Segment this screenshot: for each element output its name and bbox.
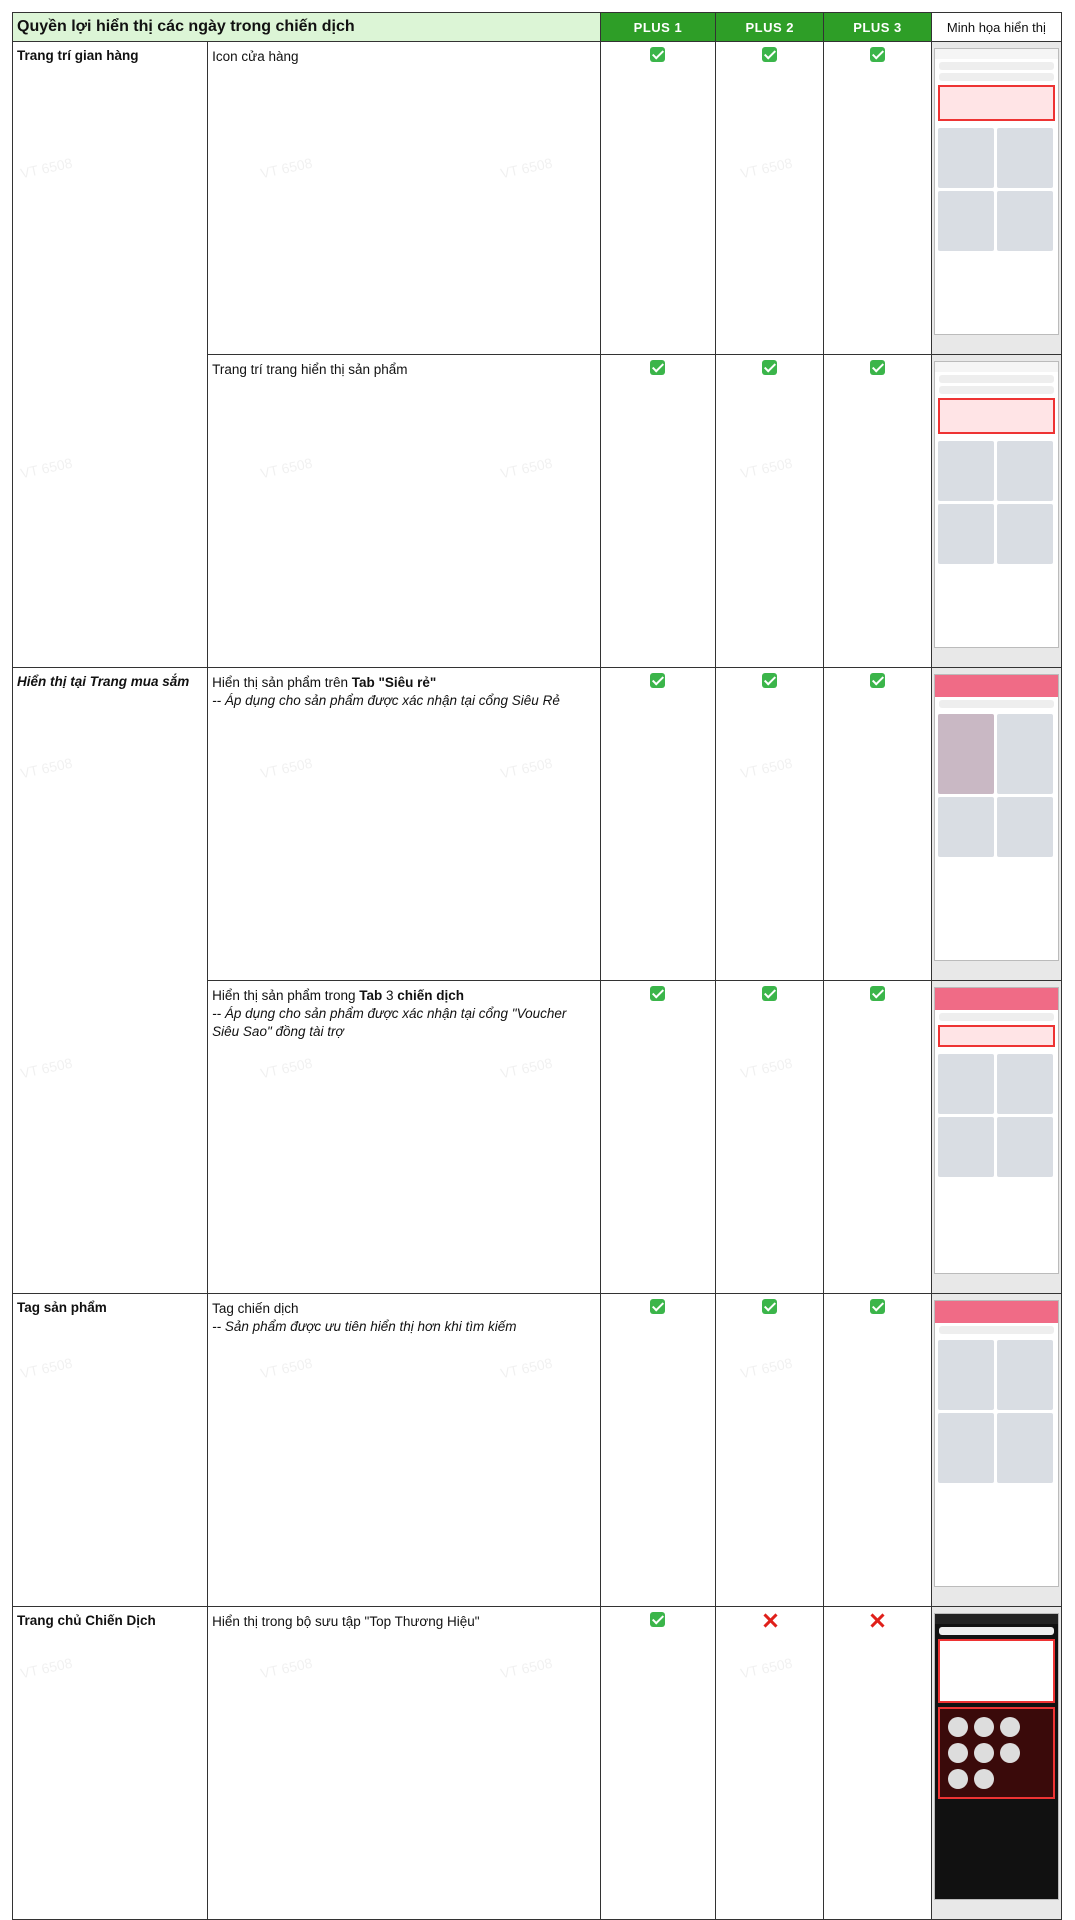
- description-text: Tag chiến dịch: [212, 1301, 299, 1316]
- cross-icon: [869, 1612, 885, 1628]
- watermark: VT 6508: [498, 1654, 554, 1682]
- description-cell: [208, 1294, 600, 1607]
- plus1-mark: [600, 42, 716, 355]
- phone-screenshot: [934, 48, 1059, 335]
- description-bold: Tab "Siêu rẻ": [351, 675, 437, 690]
- description-cell: [208, 1607, 600, 1920]
- description-bold: chiến dịch: [397, 988, 465, 1003]
- description-note: -- Áp dụng cho sản phẩm được xác nhận tại cổng Siêu Rẻ: [212, 693, 560, 708]
- watermark: VT 6508: [18, 454, 74, 482]
- plus3-mark: [824, 1294, 932, 1607]
- watermark: VT 6508: [258, 1654, 314, 1682]
- plus2-mark: [716, 355, 824, 668]
- check-icon: [650, 986, 665, 1001]
- benefits-table: [12, 12, 1062, 1848]
- illustration-cell: [931, 355, 1061, 668]
- check-icon: [870, 47, 885, 62]
- plus1-mark: [600, 668, 716, 981]
- phone-screenshot: [934, 361, 1059, 648]
- phone-screenshot: [934, 1300, 1059, 1587]
- header-row: [13, 13, 1062, 42]
- table-row: [13, 668, 1062, 981]
- illustration-cell: [931, 668, 1061, 981]
- watermark: VT 6508: [498, 454, 554, 482]
- watermark: VT 6508: [738, 1054, 794, 1082]
- check-icon: [762, 1299, 777, 1314]
- category-cell: Trang chủ Chiến Dịch: [13, 1607, 208, 1920]
- illustration-cell: [931, 1607, 1061, 1920]
- watermark: VT 6508: [258, 754, 314, 782]
- description-cell: [208, 981, 600, 1294]
- check-icon: [762, 360, 777, 375]
- check-icon: [650, 673, 665, 688]
- check-icon: [870, 360, 885, 375]
- plus2-mark: [716, 668, 824, 981]
- watermark: VT 6508: [738, 454, 794, 482]
- plus3-mark: [824, 42, 932, 355]
- phone-screenshot: [934, 987, 1059, 1274]
- check-icon: [650, 1299, 665, 1314]
- description-cell: [208, 42, 600, 355]
- watermark: VT 6508: [498, 1354, 554, 1382]
- check-icon: [870, 986, 885, 1001]
- check-icon: [762, 986, 777, 1001]
- description-text: Hiển thị sản phẩm trong: [212, 988, 360, 1003]
- description-bold: Tab: [359, 988, 383, 1003]
- check-icon: [762, 47, 777, 62]
- table-row: [13, 1607, 1062, 1920]
- plus2-mark: [716, 42, 824, 355]
- check-icon: [650, 360, 665, 375]
- category-cell: Trang trí gian hàng: [13, 42, 208, 668]
- illustration-cell: [931, 1294, 1061, 1607]
- phone-screenshot: [934, 1613, 1059, 1900]
- watermark: VT 6508: [18, 154, 74, 182]
- watermark: VT 6508: [18, 754, 74, 782]
- watermark: VT 6508: [498, 154, 554, 182]
- plus3-header: PLUS 3: [824, 13, 932, 42]
- plus2-mark: [716, 981, 824, 1294]
- watermark: VT 6508: [738, 154, 794, 182]
- plus3-mark: [824, 668, 932, 981]
- watermark: VT 6508: [258, 1054, 314, 1082]
- check-icon: [650, 1612, 665, 1627]
- watermark: VT 6508: [258, 1354, 314, 1382]
- cross-icon: [762, 1612, 778, 1628]
- check-icon: [762, 673, 777, 688]
- category-cell: Tag sản phẩm: [13, 1294, 208, 1607]
- plus2-header: PLUS 2: [716, 13, 824, 42]
- watermark: VT 6508: [738, 754, 794, 782]
- description-note: -- Áp dụng cho sản phẩm được xác nhận tại cổng "Voucher Siêu Sao" đồng tài trợ: [212, 1006, 567, 1039]
- plus2-mark: [716, 1607, 824, 1920]
- illustration-cell: [931, 42, 1061, 355]
- table-row: [13, 42, 1062, 355]
- table-row: [13, 1294, 1062, 1607]
- check-icon: [650, 47, 665, 62]
- plus1-header: PLUS 1: [600, 13, 716, 42]
- description-note: -- Sản phẩm được ưu tiên hiển thị hơn khi tìm kiếm: [212, 1319, 517, 1334]
- check-icon: [870, 673, 885, 688]
- description-cell: [208, 355, 600, 668]
- description-cell: [208, 668, 600, 981]
- description-text: Hiển thị sản phẩm trên: [212, 675, 352, 690]
- watermark: VT 6508: [738, 1354, 794, 1382]
- phone-screenshot: [934, 674, 1059, 961]
- plus2-mark: [716, 1294, 824, 1607]
- watermark: VT 6508: [738, 1654, 794, 1682]
- description-text: Hiển thị trong bộ sưu tập "Top Thương Hiệu": [212, 1614, 480, 1629]
- description-text: Trang trí trang hiển thị sản phẩm: [212, 362, 408, 377]
- watermark: VT 6508: [18, 1354, 74, 1382]
- plus1-mark: [600, 355, 716, 668]
- watermark: VT 6508: [258, 454, 314, 482]
- watermark: VT 6508: [258, 154, 314, 182]
- plus1-mark: [600, 1607, 716, 1920]
- plus3-mark: [824, 981, 932, 1294]
- table-title: Quyền lợi hiển thị các ngày trong chiến dịch: [13, 13, 601, 42]
- category-cell: Hiển thị tại Trang mua sắm: [13, 668, 208, 1294]
- check-icon: [870, 1299, 885, 1314]
- illustration-cell: [931, 981, 1061, 1294]
- description-text: 3: [382, 988, 398, 1003]
- watermark: VT 6508: [498, 754, 554, 782]
- watermark: VT 6508: [18, 1654, 74, 1682]
- watermark: VT 6508: [498, 1054, 554, 1082]
- plus1-mark: [600, 981, 716, 1294]
- illustration-header: Minh họa hiển thị: [931, 13, 1061, 42]
- description-text: Icon cửa hàng: [212, 49, 299, 64]
- plus3-mark: [824, 1607, 932, 1920]
- watermark: VT 6508: [18, 1054, 74, 1082]
- plus3-mark: [824, 355, 932, 668]
- plus1-mark: [600, 1294, 716, 1607]
